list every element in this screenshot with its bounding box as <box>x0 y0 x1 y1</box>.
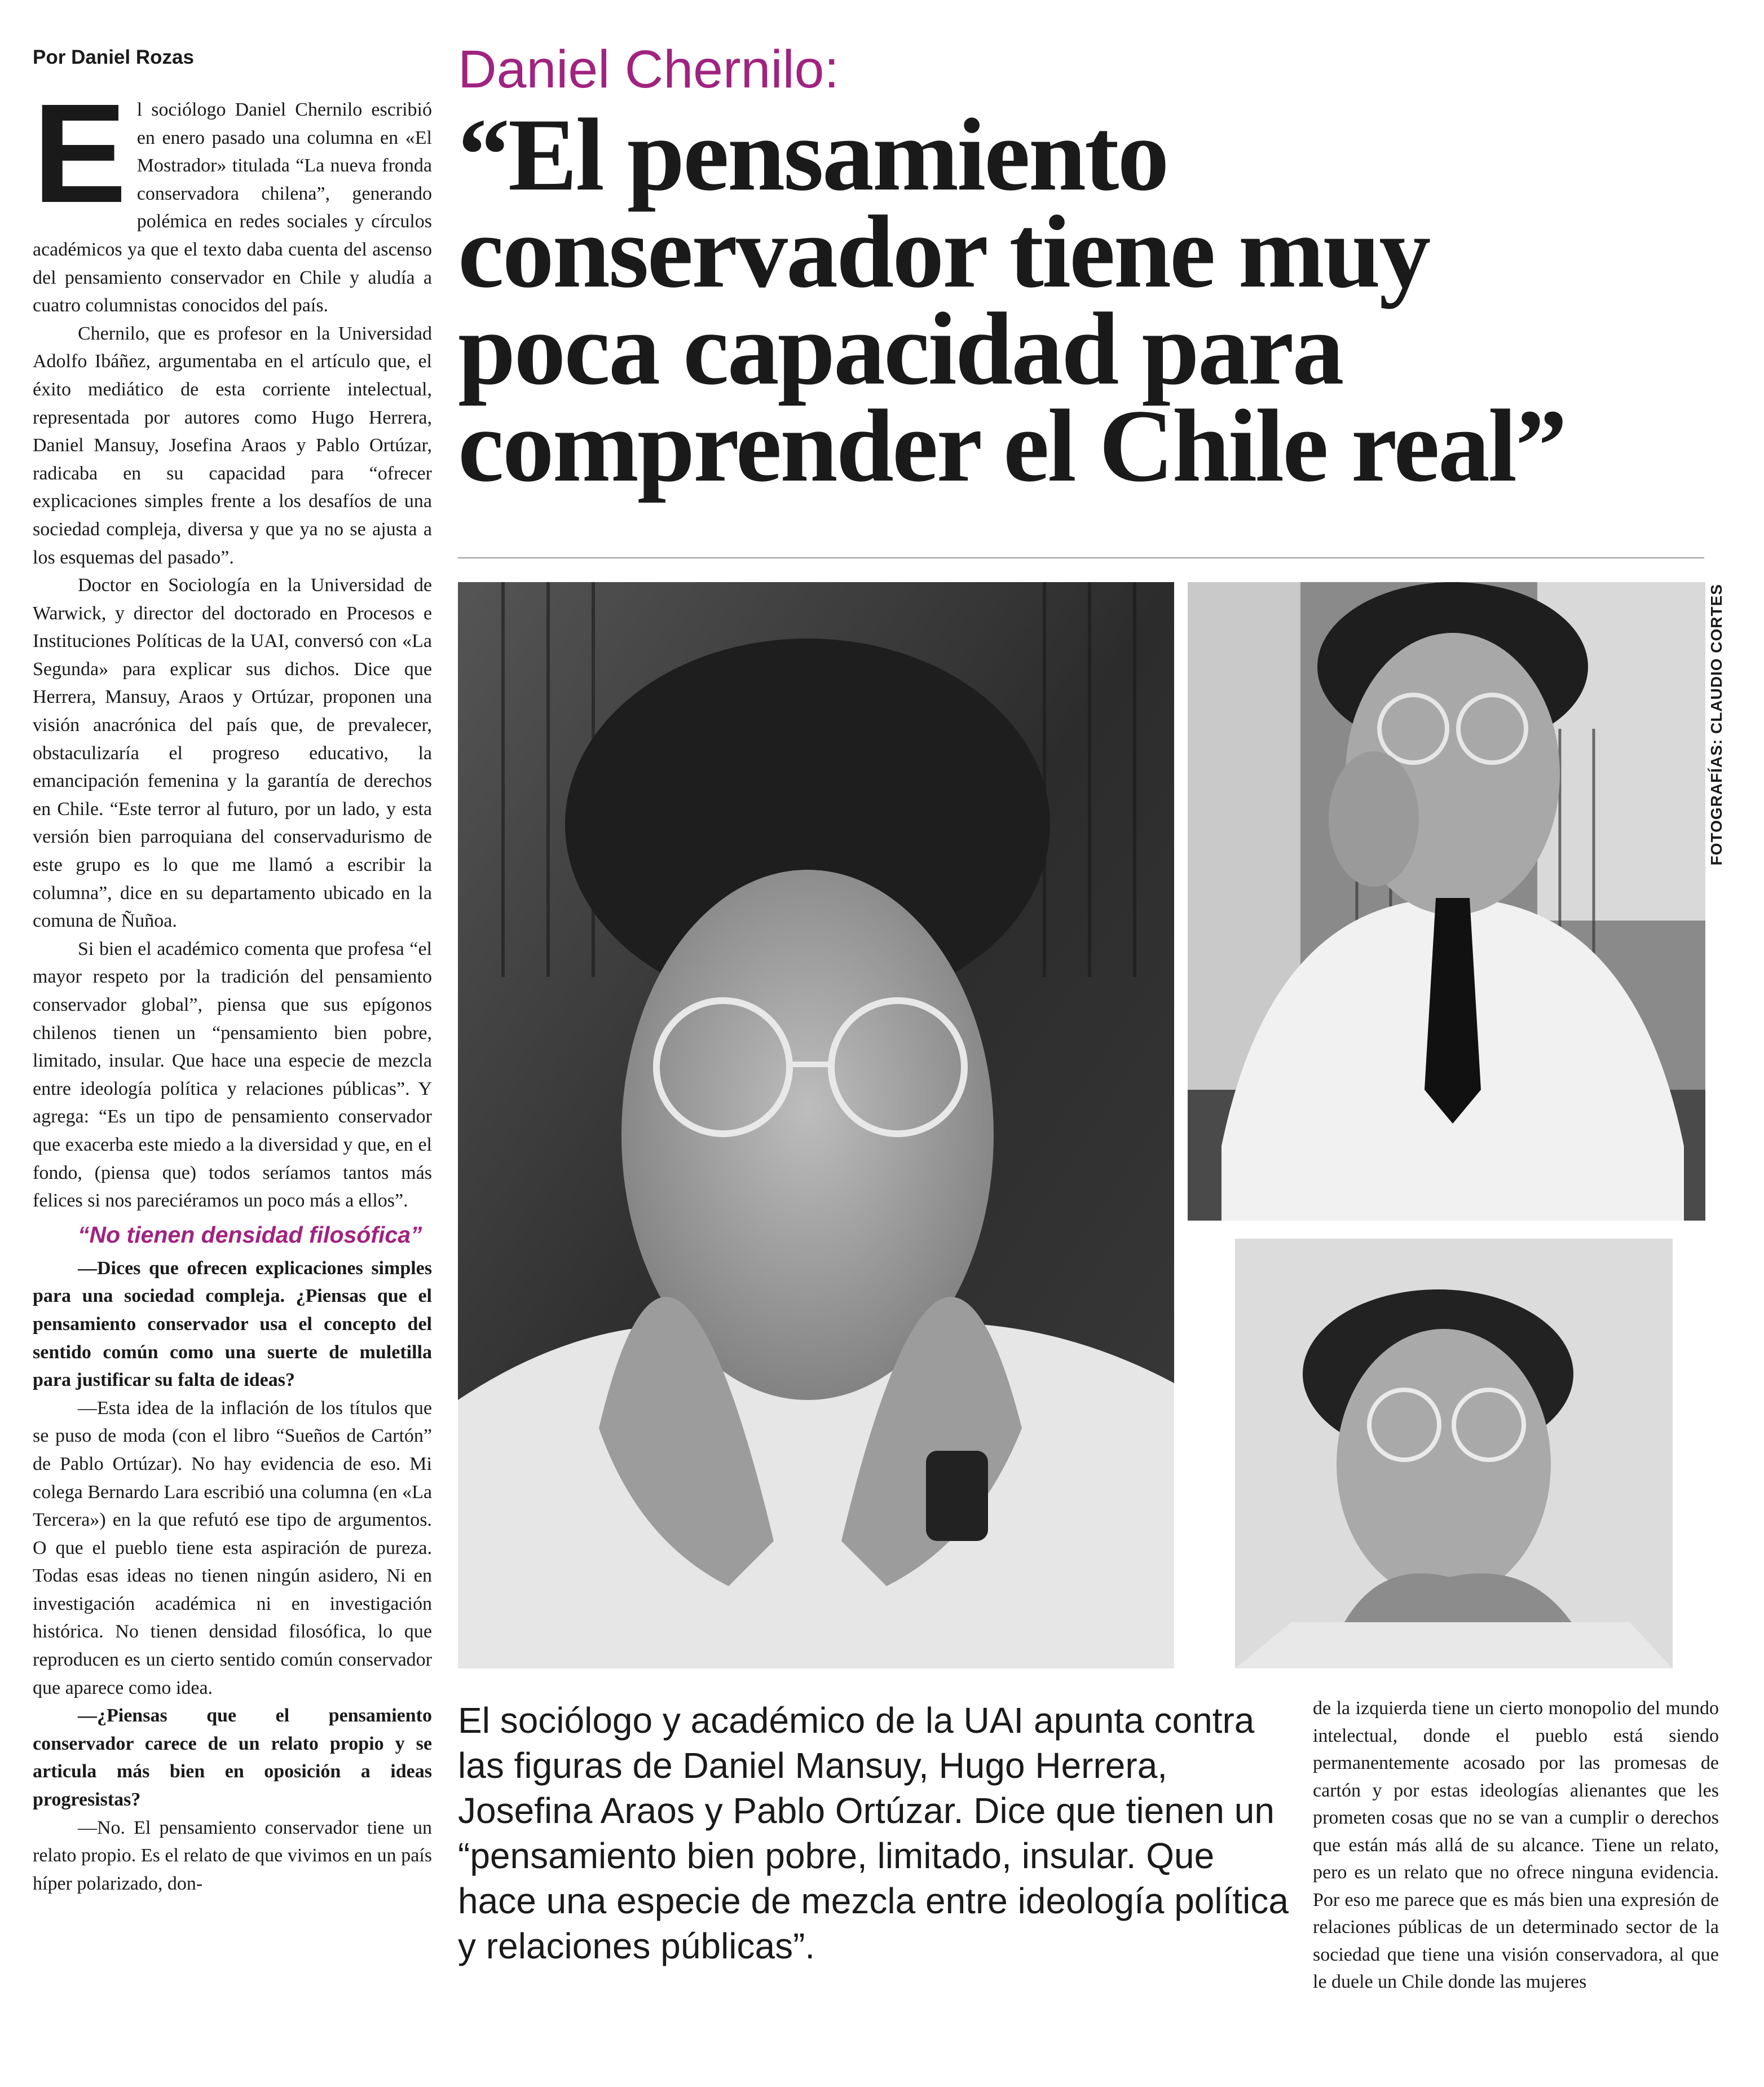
drop-cap: E <box>33 96 127 232</box>
interview-question-2: —¿Piensas que el pensamiento conservador carece de un relato propio y se articula más bien en oposición a ideas progresistas? <box>33 1705 432 1811</box>
main-portrait-photo <box>458 582 1174 1668</box>
paragraph-4: Si bien el académico comenta que profesa “el mayor respeto por la tradición del pensamiento conservador global”, piensa que sus epígonos chilenos tienen un “pensamiento bien pobre, limitado, insular. Que hace una especie de mezcla entre ideología política y relaciones públicas”. Y agrega: “Es un tipo de pensamiento conservador que exacerba este miedo a la diversidad y que, en el fondo, (piensa que) todos seríamos tantos más felices si nos pareciéramos un poco más a ellos”. <box>33 938 432 1212</box>
secondary-portrait-photo-bottom <box>1235 1239 1673 1668</box>
lead-text: l sociólogo Daniel Chernilo escribió en enero pasado una columna en «El Mostrador» titulada “La nueva fronda conservadora chilena”, generando polémica en redes sociales y círculos académicos ya que el texto daba cuenta del ascenso del pensamiento conservador en Chile y aludía a cuatro columnistas conocidos del país. <box>33 99 432 316</box>
headline-line: poca capacidad para <box>458 291 1343 406</box>
interview-answer-1: —Esta idea de la inflación de los títulos que se puso de moda (con el libro “Sueños de Cartón” de Pablo Ortúzar). No hay evidencia de eso. Mi colega Bernardo Lara escribió una columna (en «La Tercera») en la que refutó ese tipo de argumentos. O que el pueblo tiene esta aspiración de pureza. Todas esas ideas no tienen ningún asidero, Ni en investigación académica ni en investigación histórica. No tienen densidad filosófica, lo que reproducen es un cierto sentido común conservador que aparece como idea. <box>33 1397 432 1698</box>
section-subhead: “No tienen densidad filosófica” <box>78 1221 422 1248</box>
byline: Por Daniel Rozas <box>33 46 194 68</box>
article-column-right <box>1313 1695 1719 1996</box>
headline-divider <box>458 557 1704 558</box>
headline <box>458 97 1755 503</box>
headline-line: conservador tiene muy <box>458 194 1430 309</box>
interview-question-1: —Dices que ofrecen explicaciones simples para una sociedad compleja. ¿Piensas que el pensamiento conservador usa el concepto del sentido común como una suerte de muletilla para justificar su falta de ideas? <box>33 1257 432 1391</box>
paragraph-continued: de la izquierda tiene un cierto monopolio del mundo intelectual, donde el pueblo está siendo permanentemente acosado por las promesas de cartón y por estas ideologías alienantes que les prometen cosas que no se van a cumplir o derechos que están más allá de su alcance. Tiene un relato, pero es un relato que no ofrece ninguna evidencia. Por eso me parece que es más bien una expresión de relaciones públicas de un determinado sector de la sociedad que tiene una visión conservadora, al que le duele un Chile donde las mujeres <box>1313 1698 1719 1992</box>
interview-answer-2: —No. El pensamiento conservador tiene un relato propio. Es el relato de que vivimos en un país híper polarizado, don- <box>33 1817 432 1894</box>
photo-credit: FOTOGRAFÍAS: CLAUDIO CORTES <box>1708 584 1725 866</box>
paragraph-3: Doctor en Sociología en la Universidad de Warwick, y director del doctorado en Procesos e Instituciones Políticas de la UAI, conversó con «La Segunda» para explicar sus dichos. Dice que Herrera, Mansuy, Araos y Ortúzar, proponen una visión anacrónica del país que, de prevalecer, obstaculizaría el progreso educativo, la emancipación femenina y la garantía de derechos en Chile. “Este terror al futuro, por un lado, y esta versión bien parroquiana del conservadurismo de este grupo es lo que me llamó a escribir la columna”, dice en su departamento ubicado en la comuna de Ñuñoa. <box>33 575 432 932</box>
lead-paragraph <box>33 96 432 320</box>
paragraph-2: Chernilo, que es profesor en la Universidad Adolfo Ibáñez, argumentaba en el artículo que, el éxito mediático de esta corriente intelectual, representada por autores como Hugo Herrera, Daniel Mansuy, Josefina Araos y Pablo Ortúzar, radicaba en su capacidad para “ofrecer explicaciones simples frente a los desafíos de una sociedad compleja, diversa y que ya no se ajusta a los esquemas del pasado”. <box>33 323 432 568</box>
secondary-portrait-photo-top <box>1188 582 1705 1221</box>
headline-line: “El pensamiento <box>458 97 1168 212</box>
headline-kicker: Daniel Chernilo: <box>458 39 839 99</box>
headline-line: comprender el Chile real” <box>458 388 1566 503</box>
article-deck: El sociólogo y académico de la UAI apunta contra las figuras de Daniel Mansuy, Hugo Herrera, Josefina Araos y Pablo Ortúzar. Dice que tienen un “pensamiento bien pobre, limitado, insular. Que hace una especie de mezcla entre ideología política y relaciones públicas”. <box>458 1700 1289 1966</box>
article-column-left <box>33 96 432 2070</box>
